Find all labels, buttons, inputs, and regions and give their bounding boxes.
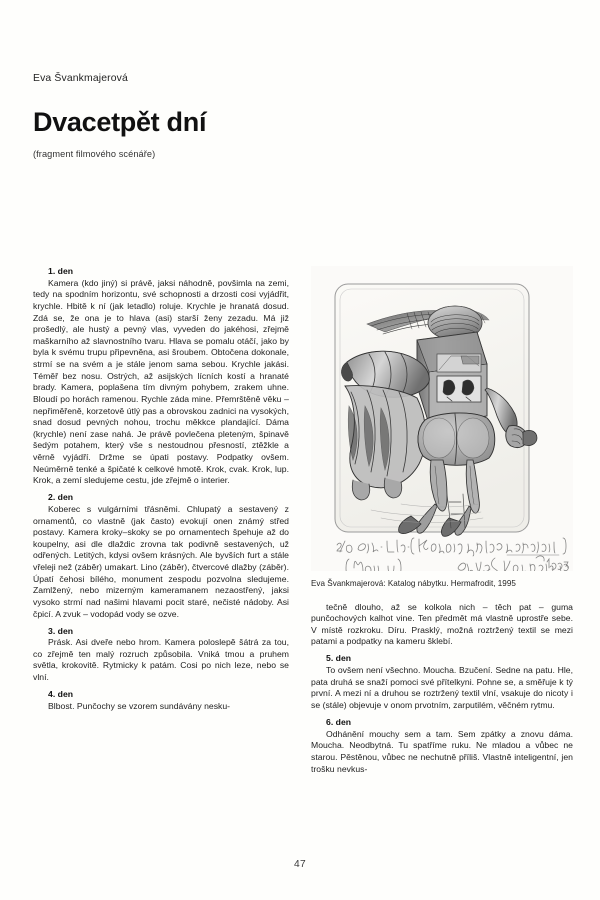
section-heading-day-2: 2. den <box>48 492 74 503</box>
figure-caption: Eva Švankmajerová: Katalog nábytku. Hermafrodit, 1995 <box>311 579 516 588</box>
page-title: Dvacetpět dní <box>33 107 207 137</box>
paragraph-day-3: Prásk. Asi dveře nebo hrom. Kamera poloslepě šátrá za tou, co zřejmě ten malý rozruch způsobila. Vniká tmou a pruhem světla, krokovitě. Rytmicky k patám. Cosi po nich leze, nebo se vlní. <box>33 637 289 683</box>
article-header <box>33 72 333 161</box>
section-heading-day-6: 6. den <box>326 717 352 727</box>
author-name: Eva Švankmajerová <box>33 73 128 84</box>
text-column-right <box>311 266 573 775</box>
paragraph-day-4: Blbost. Punčochy se vzorem sundávány nesku- <box>48 700 231 711</box>
artwork-figure <box>311 266 573 590</box>
page-number: 47 <box>294 859 306 870</box>
text-column-left <box>33 266 289 712</box>
paragraph-day-2: Koberec s vulgárními třásněmi. Chlupatý a sestavený z ornamentů, co vlastně (jak často) evokují onen známý střed postavy. Kamera kroky–skoky se po ornamentech špehuje až do koupelny, asi dle dlaždic zrovna tak podivně sestavených, už odřených. Letitých, kdysi ovšem krásných. Ale byvších furt a stále vřeleji než (záběr) umakart. Lino (záběr), čtvercové dlažby (záběr). Úpatí čehosi bílého, monument zespodu pozvolna sledujeme. Zamlžený, nebo mizerným kameramanem nezaostřený, jaksi vysoko strmí nad našimi hlavami pocit staré, nečisté nádoby. Asi čpicí. A zvuk – vodopád vody se ozve. <box>33 503 289 619</box>
section-heading-day-3: 3. den <box>48 625 74 636</box>
body-text-left <box>33 266 289 712</box>
paragraph-day-1: Kamera (kdo jiný) si právě, jaksi náhodně, povšimla na zemi, tedy na spodním horizontu, své schopnosti a drzosti cosi vyjádřit, krychle. Hbitě k ní (jak letadlo) roluje. Krychle je hranatá dosud. Zdá se, že ona je to hlava (asi) starší ženy zezadu. Má již prošedlý, ale hustý a pevný vlas, vyveden do jakéhosi, zřejmě maškarního až slavnostního tvaru. Hlava se pomalu otáčí, jako by byla k svému trupu připevněna, asi šroubem. Obtočena dokonale, strmí se na svém a je stále jenom sama sebou. Krychle jakási. Téměř bez nosu. Ostrých, až asijských lícních kostí a hranaté brady. Kamera, poplašena tím divným pohybem, zrakem uhne. Bloudí po horách ramenou. Rychle záda mine. Přemrštěně věku – nepřiměřeně, korzetově útlý pas a obrovskou zadnici na vysokých, snad dosud pevných nohou, trochu měkkce plandající. Dáma (krychle) není zase nahá. Je právě povlečena pleteným, špinavě šedým potahem, který vše s nestoudnou přesností, ztěžkle a věrně vyjádří. Držme se úpati postavy. Podpatky ovšem. Neúměrně tenké a špičaté k celkové hmotě. Krok, cvak. Krok, lup. Krok, a zemí sledujeme cestu, jde zřejmě o interier. <box>33 277 289 486</box>
paragraph-day-4-cont: tečně dlouho, až se kolkola nich – těch pat – guma punčochových kalhot vine. Ten předmět má vlastně uprostře sebe. V místě rozkroku. Díru. Prasklý, možná roztržený textil se mezi patami a podpatky na kameru šklebí. <box>311 601 573 647</box>
paragraph-day-5: To ovšem není všechno. Moucha. Bzučení. Sedne na patu. Hle, pata druhá se snaží pomoci své přítelkyni. Pohne se, a směřuje k tý první. A mezi ní a druhou se roztržený textil vlní, vsakuje do nicoty i se (stále) objevuje v onom prvotním, zarputilém, věčném rytmu. <box>311 665 573 710</box>
paragraph-day-6: Odhánění mouchy sem a tam. Sem zpátky a znovu dáma. Moucha. Neodbytná. Tu spatříme ruku. Ne mladou a vůbec ne starou. Pěstěnou, vůbec ne nechutně příliš. Vlastně inteligentní, jen trošku nevkus- <box>311 728 573 774</box>
section-heading-day-1: 1. den <box>48 266 74 276</box>
article-subtitle: (fragment filmového scénáře) <box>33 149 156 159</box>
body-text-right <box>311 602 573 776</box>
artwork-image <box>311 266 573 571</box>
section-heading-day-5: 5. den <box>326 653 352 664</box>
section-heading-day-4: 4. den <box>48 689 74 700</box>
